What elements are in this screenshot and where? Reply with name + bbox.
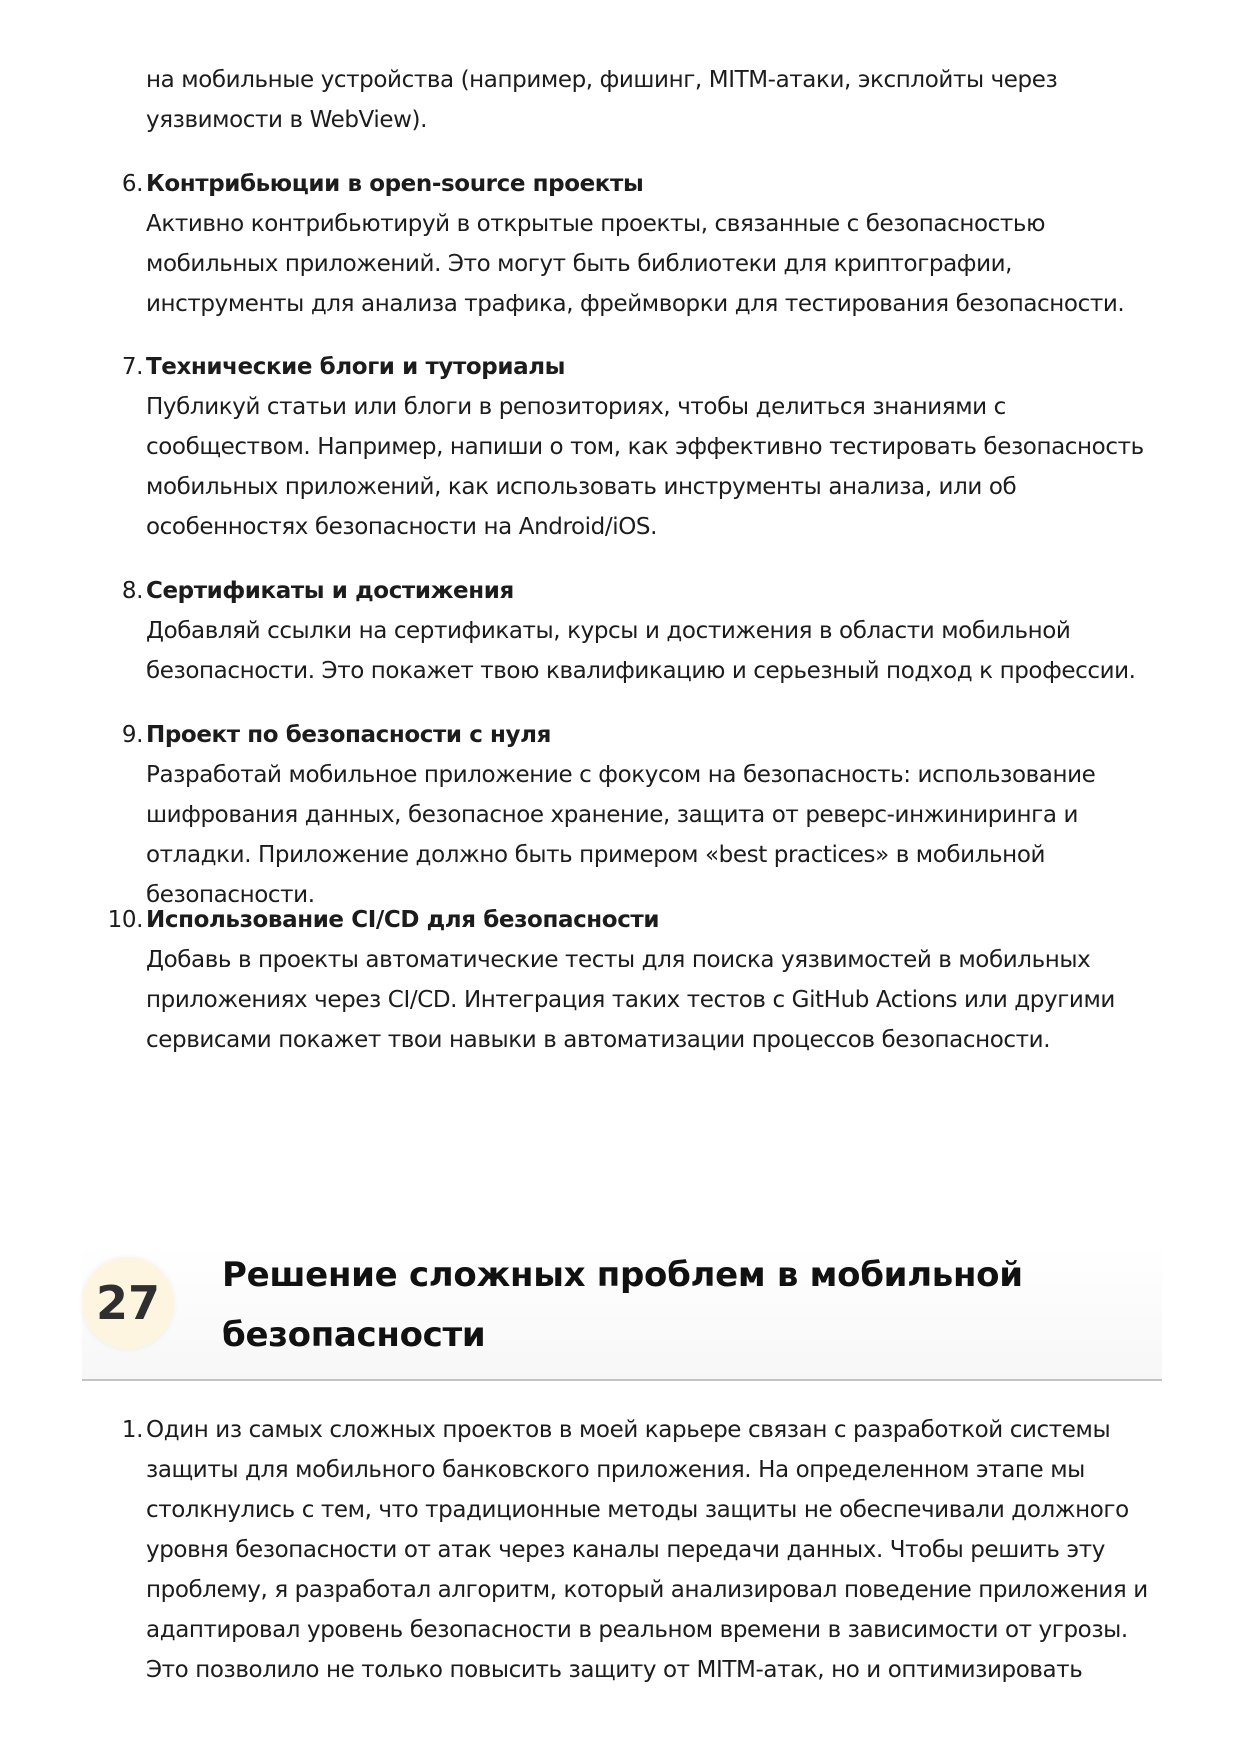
list-item-text: Добавь в проекты автоматические тесты для поиска уязвимостей в мобильных приложениях через CI/CD. Интеграция таких тестов с GitHub Actions или другими сервисами покажет твои навыки в автоматизации процессов безопасности. [146, 947, 1115, 1053]
chapter-number-badge: 27 [82, 1257, 174, 1349]
list-item-title: Сертификаты и достижения [146, 578, 514, 604]
chapter-title: Решение сложных проблем в мобильной безопасности [222, 1255, 1023, 1355]
list-item-number: 1. [121, 1417, 143, 1443]
list-item-number: 10. [107, 907, 143, 933]
list-item-text: Публикуй статьи или блоги в репозиториях, чтобы делиться знаниями с сообществом. Например, напиши о том, как эффективно тестировать безопасность мобильных приложений, как использовать инструменты анализа, или об особенностях безопасности на Android/iOS. [146, 394, 1144, 540]
continued-paragraph [146, 60, 1176, 140]
list-item [121, 164, 1176, 324]
list-item-text: Разработай мобильное приложение с фокусом на безопасность: использование шифрования данных, безопасное хранение, защита от реверс-инжиниринга и отладки. Приложение должно быть примером «best practices» в мобильной безопасности. [146, 762, 1096, 908]
list-item-number: 8. [121, 578, 143, 604]
list-item-title: Контрибьюции в open-source проекты [146, 171, 644, 197]
continued-paragraph-text: на мобильные устройства (например, фишинг, MITM-атаки, эксплойты через уязвимости в WebView). [146, 67, 1058, 133]
list-item [107, 900, 1176, 1060]
list-item-title: Технические блоги и туториалы [146, 354, 566, 380]
list-item-number: 9. [121, 722, 143, 748]
list-item-title: Использование CI/CD для безопасности [146, 907, 660, 933]
list-item-title: Проект по безопасности с нуля [146, 722, 551, 748]
list-item-number: 6. [121, 171, 143, 197]
list-item-text: Добавляй ссылки на сертификаты, курсы и достижения в области мобильной безопасности. Это покажет твою квалификацию и серьезный подход к профессии. [146, 618, 1136, 684]
list-item [121, 1410, 1176, 1690]
list-item-text: Один из самых сложных проектов в моей карьере связан с разработкой системы защиты для мобильного банковского приложения. На определенном этапе мы столкнулись с тем, что традиционные методы защиты не обеспечивали должного уровня безопасности от атак через каналы передачи данных. Чтобы решить эту проблему, я разработал алгоритм, который анализировал поведение приложения и адаптировал уровень безопасности в реальном времени в зависимости от угрозы. Это позволило не только повысить защиту от MITM-атак, но и оптимизировать [146, 1417, 1148, 1683]
chapter-header [82, 1245, 1162, 1381]
list-item [121, 715, 1176, 915]
list-item-number: 7. [121, 354, 143, 380]
list-item-text: Активно контрибьютируй в открытые проекты, связанные с безопасностью мобильных приложений. Это могут быть библиотеки для криптографии, инструменты для анализа трафика, фреймворки для тестирования безопасности. [146, 211, 1125, 317]
list-item [121, 571, 1176, 691]
list-item [121, 347, 1176, 547]
